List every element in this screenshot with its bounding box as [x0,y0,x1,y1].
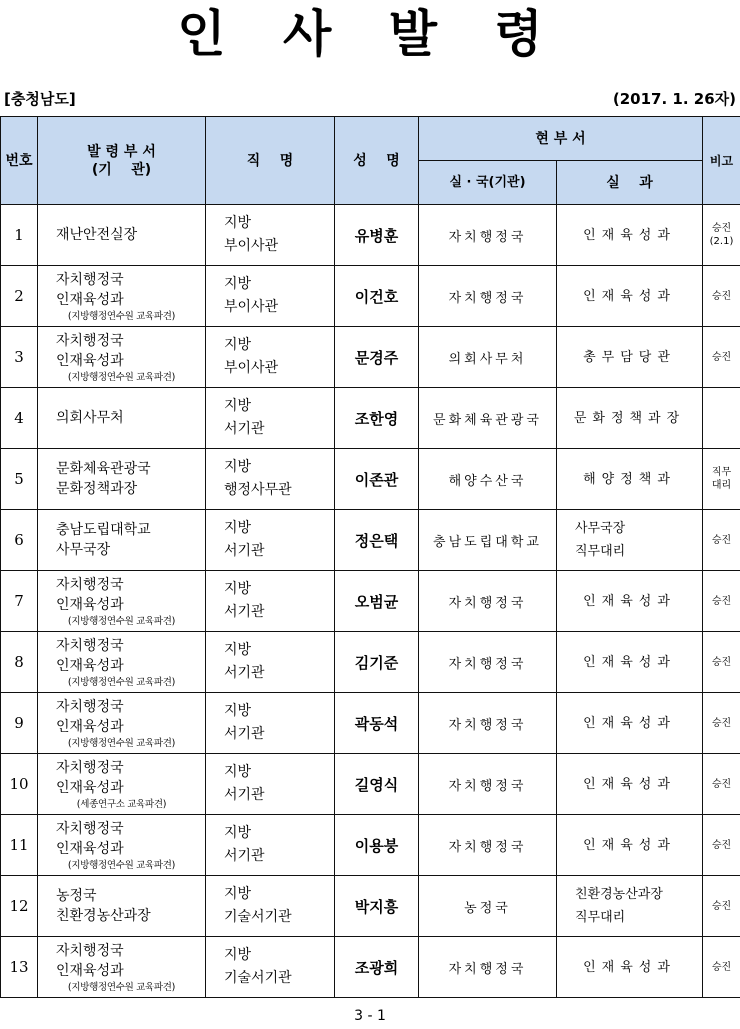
rank-line: 지방 [224,642,252,658]
appointed-dept-line: 인재육성과 [56,596,124,613]
remark-line: 승진 [711,778,732,790]
current-division [557,876,703,937]
current-division [557,449,703,510]
remark [703,327,740,388]
rank [206,571,335,632]
rank [206,388,335,449]
current-bureau: 자치행정국 [419,205,557,266]
remark-line: 승진 [711,717,732,729]
rank-line: 지방 [224,215,252,231]
rank-line: 지방 [224,764,252,780]
remark-line: 승진 [711,900,732,912]
appointed-dept-line: 농정국 [56,888,97,904]
table-row [1,266,740,327]
rank-line: 서기관 [224,726,265,742]
current-bureau: 자치행정국 [419,815,557,876]
table-body [1,205,740,998]
rank [206,449,335,510]
remark [703,388,740,449]
current-bureau: 자치행정국 [419,632,557,693]
current-division [557,632,703,693]
current-division [557,693,703,754]
region-label: [충청남도] [4,90,76,108]
row-number: 1 [1,205,38,266]
remark-line: 승진 [711,223,732,234]
remark [703,510,740,571]
current-bureau: 자치행정국 [419,571,557,632]
rank [206,815,335,876]
rank-line: 지방 [224,886,252,902]
appointed-dept-line: 재난안전실장 [56,227,138,243]
rank-line: 서기관 [224,665,265,681]
dispatch-note: (지방행정연수원 교육파견) [67,371,176,383]
table-row [1,205,740,266]
remark [703,693,740,754]
header-current-division: 실 과 [557,161,703,205]
rank [206,876,335,937]
table-row [1,388,740,449]
dispatch-note: (세종연구소 교육파견) [76,798,167,810]
current-division [557,388,703,449]
remark-line: 대리 [711,480,732,491]
header-dept-line1: 발 령 부 서 [87,143,156,160]
dispatch-note: (지방행정연수원 교육파견) [67,981,176,993]
remark-line: 직무 [711,467,732,478]
appointed-dept-line: 인재육성과 [56,657,124,674]
appointed-dept-line: 사무국장 [56,542,111,558]
rank-line: 서기관 [224,543,265,559]
remark [703,937,740,998]
row-number: 2 [1,266,38,327]
current-division [557,754,703,815]
person-name: 유병훈 [335,205,419,266]
remark-line: 승진 [711,595,732,607]
person-name: 박지흥 [335,876,419,937]
rank [206,327,335,388]
table-row [1,632,740,693]
appointed-dept [38,266,206,327]
dispatch-note: (지방행정연수원 교육파견) [67,737,176,749]
remark [703,754,740,815]
person-name: 이존관 [335,449,419,510]
remark-line: 승진 [711,351,732,363]
row-number: 12 [1,876,38,937]
row-number: 13 [1,937,38,998]
remark [703,266,740,327]
current-division-line: 사무국장 [575,521,626,536]
current-division-line: 직무대리 [575,544,626,559]
appointed-dept [38,571,206,632]
remark [703,205,740,266]
rank-line: 서기관 [224,421,265,437]
current-division-line: 문화정책과장 [573,410,686,426]
table-row [1,754,740,815]
appointed-dept [38,449,206,510]
appointed-dept [38,693,206,754]
current-division-line: 인재육성과 [583,593,676,609]
current-bureau: 의회사무처 [419,327,557,388]
person-name: 길영식 [335,754,419,815]
appointed-dept [38,388,206,449]
current-division-line: 인재육성과 [583,837,676,853]
table-row [1,327,740,388]
table-row [1,510,740,571]
header-no: 번호 [1,117,38,205]
remark [703,876,740,937]
appointed-dept-line: 자치행정국 [56,271,124,288]
appointed-dept-line: 인재육성과 [56,962,124,979]
row-number: 4 [1,388,38,449]
row-number: 6 [1,510,38,571]
row-number: 8 [1,632,38,693]
rank-line: 지방 [224,398,252,414]
appointed-dept-line: 자치행정국 [56,637,124,654]
remark-line: 승진 [711,656,732,668]
current-division-line: 인재육성과 [583,715,676,731]
row-number: 5 [1,449,38,510]
remark-line: 승진 [711,290,732,302]
person-name: 이용붕 [335,815,419,876]
rank-line: 부이사관 [224,360,279,376]
header-dept [38,117,206,205]
rank-line: 기술서기관 [224,909,292,925]
current-division-line: 인재육성과 [583,776,676,792]
rank-line: 지방 [224,520,252,536]
dispatch-note: (지방행정연수원 교육파견) [67,615,176,627]
rank-line: 행정사무관 [224,482,292,498]
current-bureau: 충남도립대학교 [419,510,557,571]
rank-line: 지방 [224,337,252,353]
remark-line: (2.1) [709,236,734,247]
table-row [1,937,740,998]
remark-line: 승진 [711,839,732,851]
rank [206,693,335,754]
appointed-dept-line: 충남도립대학교 [56,522,151,538]
current-bureau: 농정국 [419,876,557,937]
appointed-dept-line: 자치행정국 [56,698,124,715]
current-division-line: 직무대리 [575,910,626,925]
current-bureau: 자치행정국 [419,754,557,815]
dispatch-note: (지방행정연수원 교육파견) [67,859,176,871]
appointed-dept [38,510,206,571]
header-name: 성 명 [335,117,419,205]
person-name: 오범균 [335,571,419,632]
table-row [1,876,740,937]
current-division-line: 친환경농산과장 [575,887,663,902]
header-current-bureau: 실 · 국(기관) [419,161,557,205]
person-name: 김기준 [335,632,419,693]
rank [206,510,335,571]
appointed-dept [38,205,206,266]
appointed-dept [38,937,206,998]
person-name: 조한영 [335,388,419,449]
appointed-dept-line: 자치행정국 [56,820,124,837]
remark [703,449,740,510]
rank-line: 지방 [224,581,252,597]
current-division [557,266,703,327]
row-number: 10 [1,754,38,815]
appointed-dept [38,815,206,876]
row-number: 9 [1,693,38,754]
person-name: 이건호 [335,266,419,327]
header-note: 비고 [703,117,740,205]
current-division-line: 해양정책과 [583,471,676,487]
person-name: 문경주 [335,327,419,388]
rank-line: 서기관 [224,604,265,620]
rank [206,266,335,327]
current-division-line: 인재육성과 [583,654,676,670]
appointed-dept-line: 자치행정국 [56,759,124,776]
appointed-dept [38,632,206,693]
personnel-table [0,116,740,998]
rank [206,205,335,266]
appointed-dept-line: 인재육성과 [56,779,124,796]
current-bureau: 자치행정국 [419,937,557,998]
page-number: 3 - 1 [354,1008,386,1024]
rank-line: 부이사관 [224,238,279,254]
current-division [557,815,703,876]
current-bureau: 해양수산국 [419,449,557,510]
current-division-line: 인재육성과 [583,288,676,304]
remark-line: 승진 [711,534,732,546]
person-name: 조광희 [335,937,419,998]
appointed-dept-line: 문화체육관광국 [56,461,151,477]
effective-date: (2017. 1. 26자) [612,90,736,108]
remark [703,815,740,876]
dispatch-note: (지방행정연수원 교육파견) [67,676,176,688]
rank [206,754,335,815]
appointed-dept-line: 인재육성과 [56,718,124,735]
current-bureau: 자치행정국 [419,693,557,754]
remark [703,571,740,632]
appointed-dept [38,327,206,388]
row-number: 3 [1,327,38,388]
appointed-dept [38,754,206,815]
appointed-dept-line: 친환경농산과장 [56,908,151,924]
row-number: 7 [1,571,38,632]
current-division [557,937,703,998]
appointed-dept [38,876,206,937]
remark [703,632,740,693]
header-dept-line2: (기 관) [91,161,152,178]
current-division-line: 인재육성과 [583,959,676,975]
table-row [1,815,740,876]
appointed-dept-line: 자치행정국 [56,942,124,959]
current-bureau: 문화체육관광국 [419,388,557,449]
appointed-dept-line: 자치행정국 [56,576,124,593]
rank-line: 부이사관 [224,299,279,315]
row-number: 11 [1,815,38,876]
rank-line: 지방 [224,947,252,963]
table-row [1,449,740,510]
appointed-dept-line: 인재육성과 [56,291,124,308]
current-division-line: 인재육성과 [583,227,676,243]
rank-line: 서기관 [224,848,265,864]
appointed-dept-line: 자치행정국 [56,332,124,349]
current-division [557,205,703,266]
rank-line: 지방 [224,459,252,475]
document-title: 인 사 발 령 [177,5,563,63]
table-row [1,693,740,754]
rank-line: 기술서기관 [224,970,292,986]
current-division [557,571,703,632]
appointed-dept-line: 인재육성과 [56,840,124,857]
dispatch-note: (지방행정연수원 교육파견) [67,310,176,322]
remark-line: 승진 [711,961,732,973]
rank-line: 지방 [224,825,252,841]
current-division-line: 총무담당관 [583,349,676,365]
appointed-dept-line: 인재육성과 [56,352,124,369]
header-rank: 직 명 [206,117,335,205]
rank-line: 서기관 [224,787,265,803]
appointed-dept-line: 의회사무처 [56,410,124,426]
rank-line: 지방 [224,703,252,719]
rank [206,632,335,693]
header-current-dept: 현 부 서 [419,117,703,161]
appointed-dept-line: 문화정책과장 [56,481,138,497]
current-bureau: 자치행정국 [419,266,557,327]
current-division [557,327,703,388]
rank-line: 지방 [224,276,252,292]
person-name: 곽동석 [335,693,419,754]
rank [206,937,335,998]
table-row [1,571,740,632]
person-name: 정은택 [335,510,419,571]
current-division [557,510,703,571]
